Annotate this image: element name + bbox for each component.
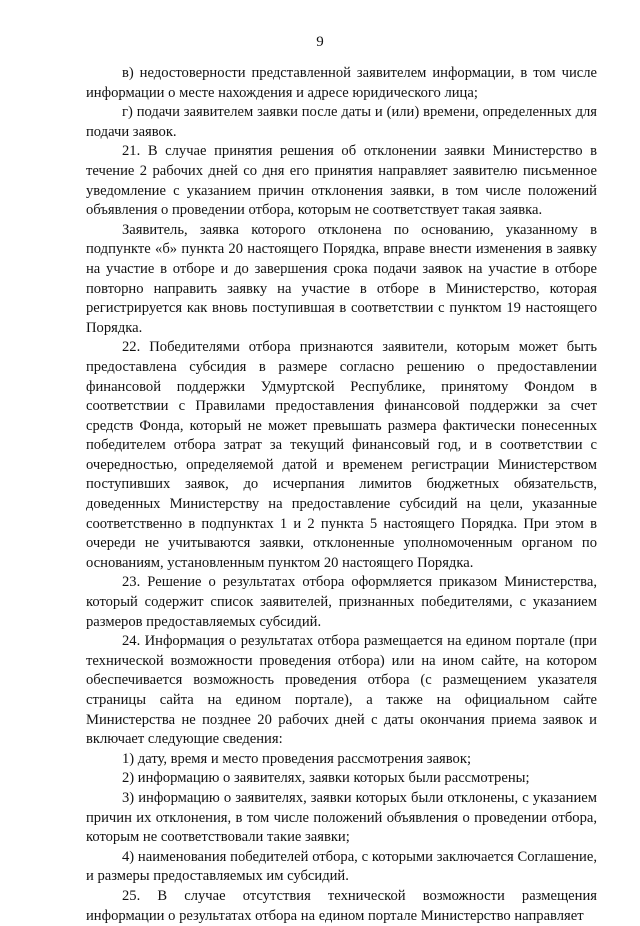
paragraph: 24. Информация о результатах отбора размещается на едином портале (при технической возможности проведения отбора) или на ином сайте, на котором обеспечивается возможность проведения отбора (с размещением указателя страницы сайта на едином портале), а также на официальном сайте Министерства не позднее 20 рабочих дней с даты окончания приема заявок и включает следующие сведения:: [86, 633, 597, 748]
paragraph: г) подачи заявителем заявки после даты и (или) времени, определенных для подачи заявок.: [86, 104, 597, 140]
page-number: 9: [316, 34, 324, 50]
paragraph: Заявитель, заявка которого отклонена по основанию, указанному в подпункте «б» пункта 20 настоящего Порядка, вправе внести изменения в заявку на участие в отборе и до завершения срока подачи заявок на участие в отборе повторно направить заявку на участие в отборе в Министерство, которая регистрируется как вновь поступившая в соответствии с пунктом 19 настоящего Порядка.: [86, 221, 597, 336]
paragraph: 25. В случае отсутствия технической возможности размещения информации о результатах отбора на едином портале Министерство направляет: [86, 887, 597, 924]
paragraph: 22. Победителями отбора признаются заявители, которым может быть предоставлена субсидия в размере согласно решению о предоставлении финансовой поддержки Удмуртской Республике, принятому Фондом в соответствии с Правилами предоставления финансовой поддержки за счет средств Фонда, который не может превышать размера фактически понесенных победителем отбора затрат за текущий финансовый год, и в соответствии с очередностью, определяемой датой и временем регистрации Министерством поступивших заявок, до исчерпания лимитов бюджетных обязательств, доведенных Министерству на предоставление субсидий на цели, указанные соответственно в подпунктах 1 и 2 пункта 5 настоящего Порядка. При этом в очереди не учитываются заявки, отклоненные уполномоченным органом по основаниям, установленным пунктом 20 настоящего Порядка.: [86, 339, 597, 571]
paragraph: в) недостоверности представленной заявителем информации, в том числе информации о месте нахождения и адресе юридического лица;: [86, 65, 597, 101]
list-item: 3) информацию о заявителях, заявки которых были отклонены, с указанием причин их отклонения, в том числе положений объявления о проведении отбора, которым не соответствовали такие заявки;: [86, 789, 597, 846]
paragraph: 21. В случае принятия решения об отклонении заявки Министерство в течение 2 рабочих дней со дня его принятия направляет заявителю письменное уведомление с указанием причин отклонения заявки, в том числе положений объявления о проведении отбора, которым не соответствует такая заявка.: [86, 143, 597, 219]
list-item: 1) дату, время и место проведения рассмотрения заявок;: [122, 750, 471, 767]
list-item: 2) информацию о заявителях, заявки которых были рассмотрены;: [122, 770, 530, 787]
paragraph: 23. Решение о результатах отбора оформляется приказом Министерства, который содержит список заявителей, признанных победителями, с указанием размеров предоставляемых субсидий.: [86, 574, 597, 630]
list-item: 4) наименования победителей отбора, с которыми заключается Соглашение, и размеры предоставляемых им субсидий.: [86, 848, 597, 885]
document-body: [86, 64, 597, 926]
